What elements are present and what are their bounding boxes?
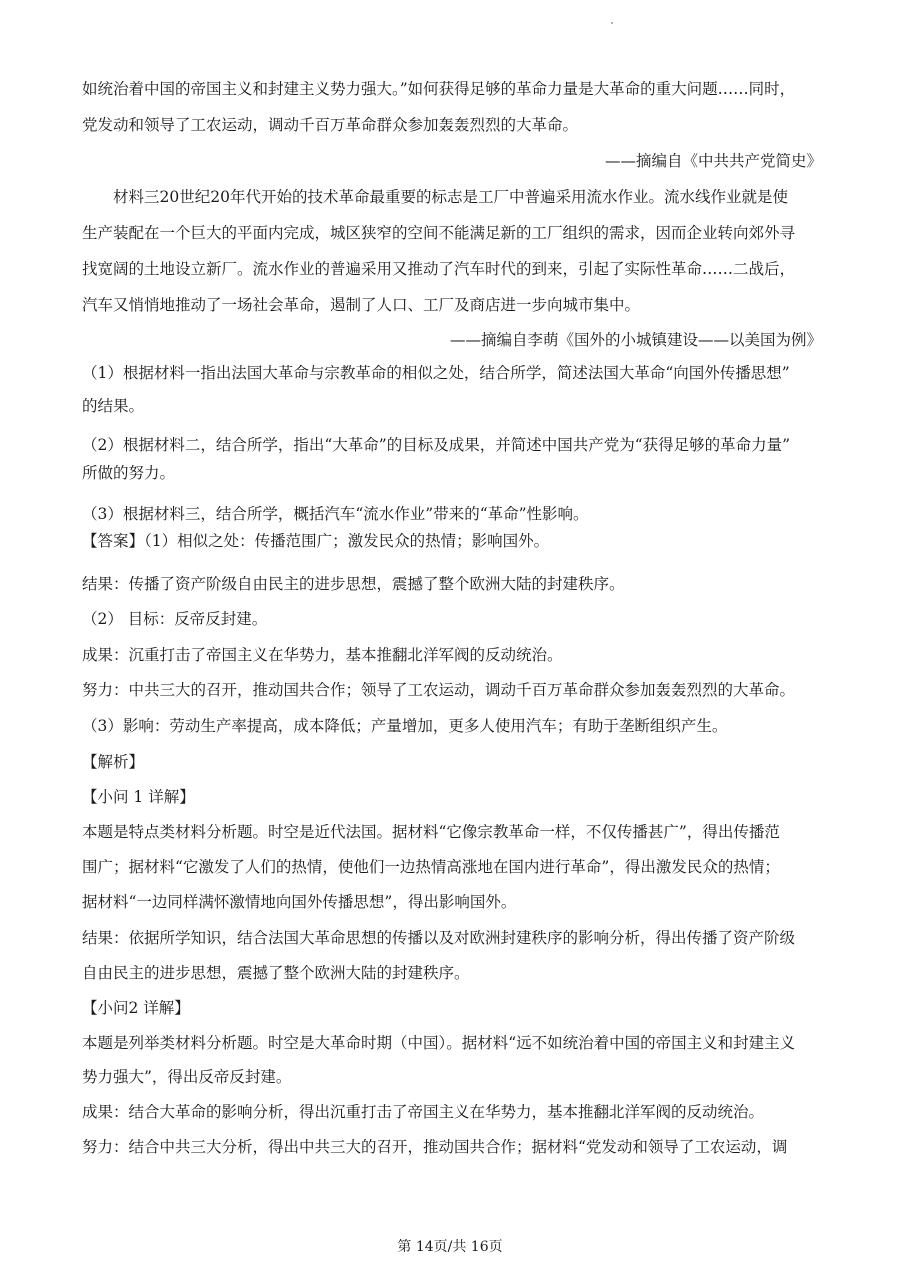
text-line: 党发动和领导了工农运动，调动千百万革命群众参加轰轰烈烈的大革命。 [82,116,579,134]
answer-line: 成果：沉重打击了帝国主义在华势力，基本推翻北洋军阀的反动统治。 [82,646,563,664]
analysis-line: 结果：依据所学知识，结合法国大革命思想的传播以及对欧洲封建秩序的影响分析，得出传播了资产阶级 [82,929,796,947]
analysis-line: 势力强大”，得出反帝反封建。 [82,1068,292,1086]
analysis-line: 围广；据材料“它激发了人们的热情，使他们一边热情高涨地在国内进行革命”，得出激发民众的热情； [82,858,780,876]
subquestion-heading: 【小问2 详解】 [82,999,190,1017]
subquestion-heading: 【小问 1 详解】 [82,788,195,806]
source-citation: ——摘编自李萌《国外的小城镇建设——以美国为例》 [449,331,822,349]
text-line: 材料三20世纪20年代开始的技术革命最重要的标志是工厂中普遍采用流水作业。流水线作业就是使 [113,188,788,206]
question-3: （3）根据材料三，结合所学，概括汽车“流水作业”带来的“革命”性影响。 [82,505,589,523]
text-line: 汽车又悄悄地推动了一场社会革命，遏制了人口、工厂及商店进一步向城市集中。 [82,296,641,314]
text-line: 生产装配在一个巨大的平面内完成，城区狭窄的空间不能满足新的工厂组织的需求，因而企业转向郊外寻 [82,224,796,242]
analysis-line: 本题是列举类材料分析题。时空是大革命时期（中国）。据材料“远不如统治着中国的帝国主义和封建主义 [82,1034,796,1052]
analysis-line: 努力：结合中共三大分析，得出中共三大的召开，推动国共合作；据材料“党发动和领导了工农运动，调 [82,1138,788,1156]
answer-line: 努力：中共三大的召开，推动国共合作；领导了工农运动，调动千百万革命群众参加轰轰烈烈的大革命。 [82,681,796,699]
scan-speck [611,22,613,24]
analysis-line: 据材料“一边同样满怀激情地向国外传播思想”，得出影响国外。 [82,893,517,911]
source-citation: ——摘编自《中共共产党简史》 [604,152,822,170]
answer-heading: 【答案】（1）相似之处：传播范围广；激发民众的热情；影响国外。 [82,532,550,550]
answer-line: （2） 目标：反帝反封建。 [82,610,268,628]
answer-line: 结果：传播了资产阶级自由民主的进步思想，震撼了整个欧洲大陆的封建秩序。 [82,575,625,593]
text-line: 找宽阔的土地设立新厂。流水作业的普遍采用又推动了汽车时代的到来，引起了实际性革命……二战后， [82,260,796,278]
analysis-heading: 【解析】 [82,753,145,771]
page-number: 第 14页/共 16页 [397,1239,503,1255]
analysis-line: 成果：结合大革命的影响分析，得出沉重打击了帝国主义在华势力，基本推翻北洋军阀的反动统治。 [82,1103,765,1121]
question-1: （1）根据材料一指出法国大革命与宗教革命的相似之处，结合所学，简述法国大革命“向国外传播思想” [82,364,790,382]
text-line: 如统治着中国的帝国主义和封建主义势力强大。”如何获得足够的革命力量是大革命的重大问题……同时， [82,80,796,98]
question-1-cont: 的结果。 [82,397,145,415]
analysis-line: 自由民主的进步思想，震撼了整个欧洲大陆的封建秩序。 [82,964,470,982]
question-2: （2）根据材料二，结合所学，指出“大革命”的目标及成果，并简述中国共产党为“获得足够的革命力量” [82,436,791,454]
analysis-line: 本题是特点类材料分析题。时空是近代法国。据材料“它像宗教革命一样，不仅传播甚广”，得出传播范 [82,823,780,841]
answer-line: （3）影响：劳动生产率提高，成本降低；产量增加，更多人使用汽车；有助于垄断组织产生。 [82,717,728,735]
question-2-cont: 所做的努力。 [82,464,176,482]
